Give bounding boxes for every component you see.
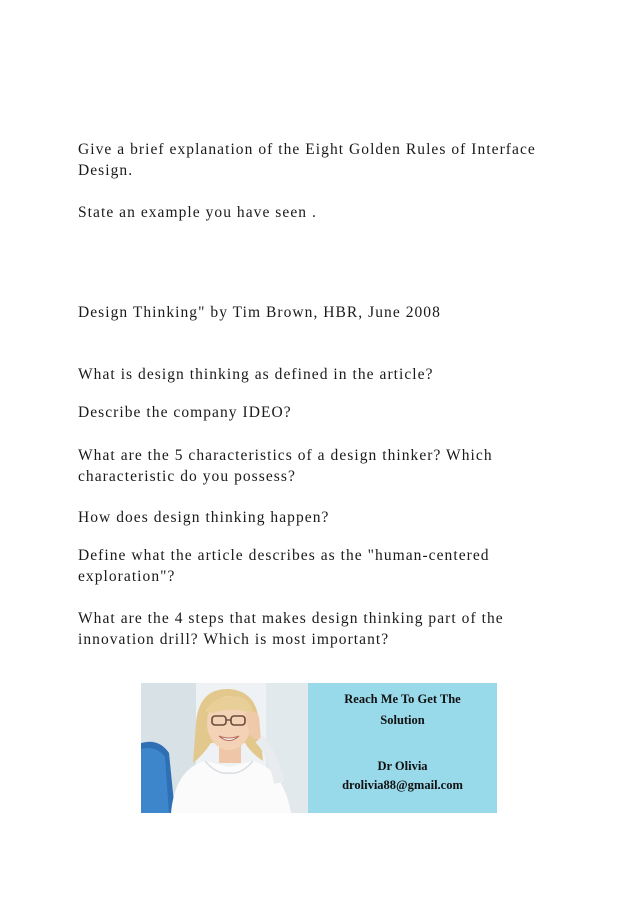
text-line: innovation drill? Which is most important? — [78, 631, 390, 648]
text-line: State an example you have seen . — [78, 204, 317, 221]
headline-line-2: Solution — [380, 713, 425, 727]
text-line: How does design thinking happen? — [78, 509, 330, 526]
woman-illustration — [141, 683, 308, 813]
text-line: What are the 5 characteristics of a design thinker? Which — [78, 447, 493, 464]
question-ideo — [78, 402, 578, 423]
text-line: exploration"? — [78, 568, 176, 585]
question-how-happen — [78, 507, 578, 528]
headline-line-1: Reach Me To Get The — [344, 692, 461, 706]
text-line: Define what the article describes as the "human-centered — [78, 547, 490, 564]
text-line: Design Thinking" by Tim Brown, HBR, June 2008 — [78, 304, 441, 321]
contact-email: drolivia88@gmail.com — [342, 778, 463, 792]
text-line: characteristic do you possess? — [78, 468, 296, 485]
text-line: Give a brief explanation of the Eight Golden Rules of Interface — [78, 141, 536, 158]
text-line: What are the 4 steps that makes design thinking part of the — [78, 610, 504, 627]
question-characteristics — [78, 445, 578, 487]
text-line: Design. — [78, 162, 134, 179]
question-example — [78, 202, 578, 223]
text-line: What is design thinking as defined in the article? — [78, 366, 434, 383]
contact-panel — [308, 683, 497, 813]
question-golden-rules — [78, 139, 578, 181]
contact-banner — [141, 683, 497, 813]
question-human-centered — [78, 545, 578, 587]
text-line: Describe the company IDEO? — [78, 404, 292, 421]
woman-photo — [141, 683, 308, 813]
contact-name: Dr Olivia — [377, 759, 428, 773]
question-four-steps — [78, 608, 578, 650]
question-definition — [78, 364, 578, 385]
article-reference — [78, 302, 578, 323]
